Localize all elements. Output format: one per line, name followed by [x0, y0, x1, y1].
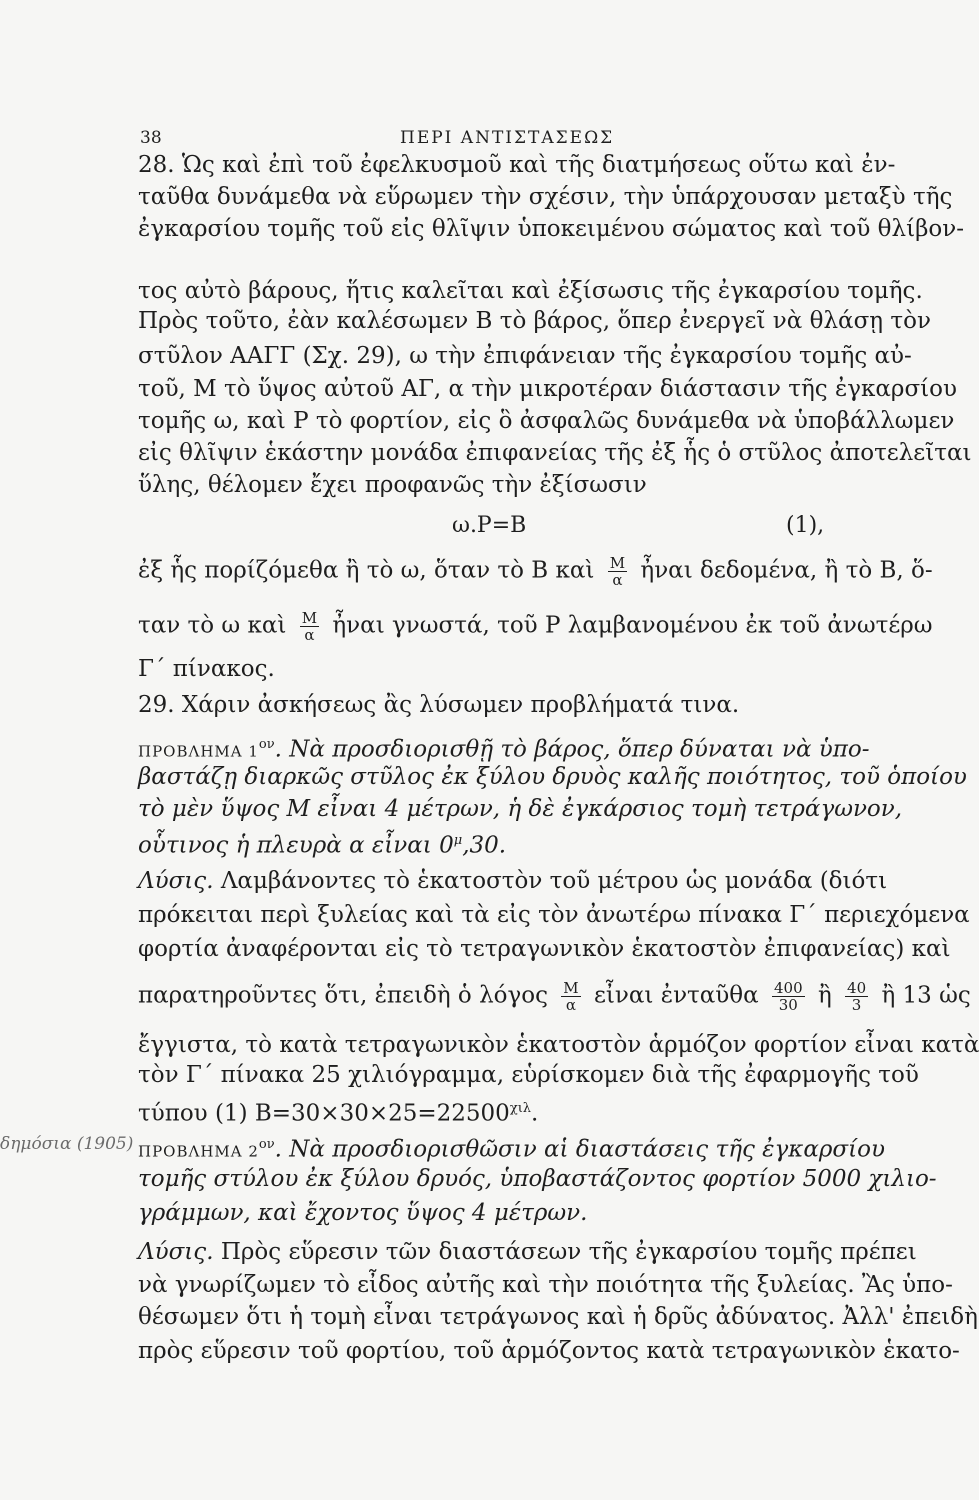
fraction-numerator: 40 — [847, 979, 867, 997]
text-line: γράμμων, καὶ ἔχοντος ὕψος 4 μέτρων. — [138, 1200, 588, 1226]
text-span: Λαμβάνοντες τὸ ἑκατοστὸν τοῦ μέτρου ὡς μονάδα (διότι — [213, 868, 888, 894]
text-line: τὸ μὲν ὕψος Μ εἶναι 4 μέτρων, ἡ δὲ ἐγκάρσιος τομὴ τετράγωνον, — [138, 796, 903, 822]
text-span: . Νὰ προσδιορισθῶσιν αἱ διαστάσεις τῆς ἐγκαρσίου — [274, 1136, 885, 1163]
text-line — [138, 826, 878, 861]
text-line: νὰ γνωρίζωμεν τὸ εἶδος αὐτῆς καὶ τὴν ποιότητα τῆς ξυλείας. Ἂς ὑπο- — [138, 1272, 953, 1298]
text-line — [138, 609, 933, 644]
ordinal-superscript: ον — [258, 1137, 275, 1152]
text-span: Πρὸς εὕρεσιν τῶν διαστάσεων τῆς ἐγκαρσίου τομῆς πρέπει — [213, 1239, 917, 1265]
fraction-400-over-30 — [772, 980, 805, 1013]
fraction-numerator: 400 — [773, 979, 803, 997]
text-line — [138, 1237, 917, 1267]
solution-label: Λύσις. — [138, 1239, 214, 1265]
fraction-denominator: 30 — [778, 996, 798, 1014]
text-line: τος αὐτὸ βάρους, ἥτις καλεῖται καὶ ἐξίσωσις τῆς ἐγκαρσίου τομῆς. — [138, 278, 923, 304]
text-span: . Νὰ προσδιορισθῇ τὸ βάρος, ὅπερ δύναται νὰ ὑπο- — [274, 736, 870, 763]
equation-number: (1), — [786, 513, 825, 538]
text-line: ὕλης, θέλομεν ἔχει προφανῶς τὴν ἐξίσωσιν — [138, 472, 647, 498]
text-line: βαστάζῃ διαρκῶς στῦλος ἐκ ξύλου δρυὸς καλῆς ποιότητος, τοῦ ὁποίου — [138, 764, 967, 790]
text-line: 28. Ὡς καὶ ἐπὶ τοῦ ἐφελκυσμοῦ καὶ τῆς διατμήσεως οὕτω καὶ ἐν- — [138, 152, 896, 178]
fraction-numerator: Μ — [563, 979, 579, 997]
text-span: ἢ — [817, 982, 832, 1009]
text-span: ἦναι δεδομένα, ἢ τὸ Β, ὅ- — [640, 557, 933, 584]
fraction-numerator: Μ — [301, 609, 318, 627]
text-span: ἢ 13 ὡς — [881, 982, 971, 1009]
text-line — [138, 1094, 878, 1129]
fraction-denominator: α — [565, 996, 577, 1014]
text-line: ταῦθα δυνάμεθα νὰ εὕρωμεν τὴν σχέσιν, τὴν ὑπάρχουσαν μεταξὺ τῆς — [138, 184, 953, 210]
text-line: θέσωμεν ὅτι ἡ τομὴ εἶναι τετράγωνος καὶ ἡ δρῦς ἀδύνατος. Ἀλλ' ἐπειδὴ — [138, 1304, 978, 1330]
fraction-M-over-a — [300, 610, 319, 643]
text-span: παρατηροῦντες ὅτι, ἐπειδὴ ὁ λόγος — [138, 982, 548, 1009]
running-header: ΠΕΡΙ ΑΝΤΙΣΤΑΣΕΩΣ — [400, 128, 615, 148]
equation: ω.Ρ=Β — [452, 513, 527, 538]
fraction-numerator: Μ — [609, 554, 626, 572]
unit-superscript: χιλ — [509, 1101, 532, 1116]
text-line: ἐγκαρσίου τομῆς τοῦ εἰς θλῖψιν ὑποκειμένου σώματος καὶ τοῦ θλίβον- — [138, 216, 965, 242]
unit-superscript: μ — [453, 833, 463, 848]
text-span: οὗτινος ἡ πλευρὰ α εἶναι 0 — [138, 832, 454, 859]
text-line: 29. Χάριν ἀσκήσεως ἂς λύσωμεν προβλήματά τινα. — [138, 692, 740, 718]
text-span: ταν τὸ ω καὶ — [138, 612, 287, 639]
text-line: φορτία ἀναφέρονται εἰς τὸ τετραγωνικὸν ἑκατοστὸν ἐπιφανείας) καὶ — [138, 936, 951, 962]
text-line: τοῦ, Μ τὸ ὕψος αὐτοῦ ΑΓ, α τὴν μικροτέραν διάστασιν τῆς ἐγκαρσίου — [138, 376, 958, 402]
fraction-denominator: α — [612, 571, 623, 589]
fraction-denominator: 3 — [851, 996, 862, 1014]
text-line: στῦλον ΑΑΓΓ (Σχ. 29), ω τὴν ἐπιφάνειαν τῆς ἐγκαρσίου τομῆς αὐ- — [138, 343, 912, 369]
text-span: ἦναι γνωστά, τοῦ Ρ λαμβανομένου ἐκ τοῦ ἀνωτέρω — [332, 612, 933, 639]
text-line: τομῆς στύλου ἐκ ξύλου δρυός, ὑποβαστάζοντος φορτίον 5000 χιλιο- — [138, 1166, 937, 1192]
text-line: εἰς θλῖψιν ἑκάστην μονάδα ἐπιφανείας τῆς ἐξ ἧς ὁ στῦλος ἀποτελεῖται — [138, 440, 972, 466]
text-span: . — [531, 1100, 539, 1127]
fraction-denominator: α — [304, 626, 315, 644]
text-line: τομῆς ω, καὶ Ρ τὸ φορτίον, εἰς ὃ ἀσφαλῶς δυνάμεθα νὰ ὑποβάλλωμεν — [138, 408, 955, 434]
fraction-40-over-3 — [845, 980, 868, 1013]
text-span: ἐξ ἧς πορίζόμεθα ἢ τὸ ω, ὅταν τὸ Β καὶ — [138, 557, 595, 584]
solution-label: Λύσις. — [138, 868, 214, 894]
text-line: τὸν Γ΄ πίνακα 25 χιλιόγραμμα, εὑρίσκομεν διὰ τῆς ἐφαρμογῆς τοῦ — [138, 1062, 919, 1088]
text-span: ,30. — [462, 832, 507, 859]
margin-annotation: δημόσια (1905) — [0, 1134, 134, 1154]
text-line — [138, 554, 933, 589]
fraction-M-over-a — [608, 555, 627, 588]
text-span: εἶναι ἐνταῦθα — [593, 982, 759, 1009]
fraction-M-over-a — [561, 980, 580, 1013]
problem-label: ΠΡΟΒΛΗΜΑ 2 — [138, 1142, 259, 1161]
text-line — [138, 866, 888, 896]
ordinal-superscript: ον — [258, 737, 275, 752]
text-line: πρόκειται περὶ ξυλείας καὶ τὰ εἰς τὸν ἀνωτέρω πίνακα Γ΄ περιεχόμενα — [138, 902, 970, 928]
page-number: 38 — [140, 128, 162, 148]
text-line: Πρὸς τοῦτο, ἐὰν καλέσωμεν Β τὸ βάρος, ὅπερ ἐνεργεῖ νὰ θλάσῃ τὸν — [138, 308, 931, 334]
problem-2-heading — [138, 1130, 885, 1167]
text-span: τύπου (1) Β=30×30×25=22500 — [138, 1100, 510, 1127]
text-line — [138, 979, 971, 1014]
problem-label: ΠΡΟΒΛΗΜΑ 1 — [138, 742, 259, 761]
text-line: ἔγγιστα, τὸ κατὰ τετραγωνικὸν ἑκατοστὸν ἁρμόζον φορτίον εἶναι κατὰ — [138, 1032, 979, 1058]
text-line: Γ΄ πίνακος. — [138, 656, 275, 682]
text-line: πρὸς εὕρεσιν τοῦ φορτίου, τοῦ ἁρμόζοντος κατὰ τετραγωνικὸν ἑκατο- — [138, 1338, 960, 1364]
